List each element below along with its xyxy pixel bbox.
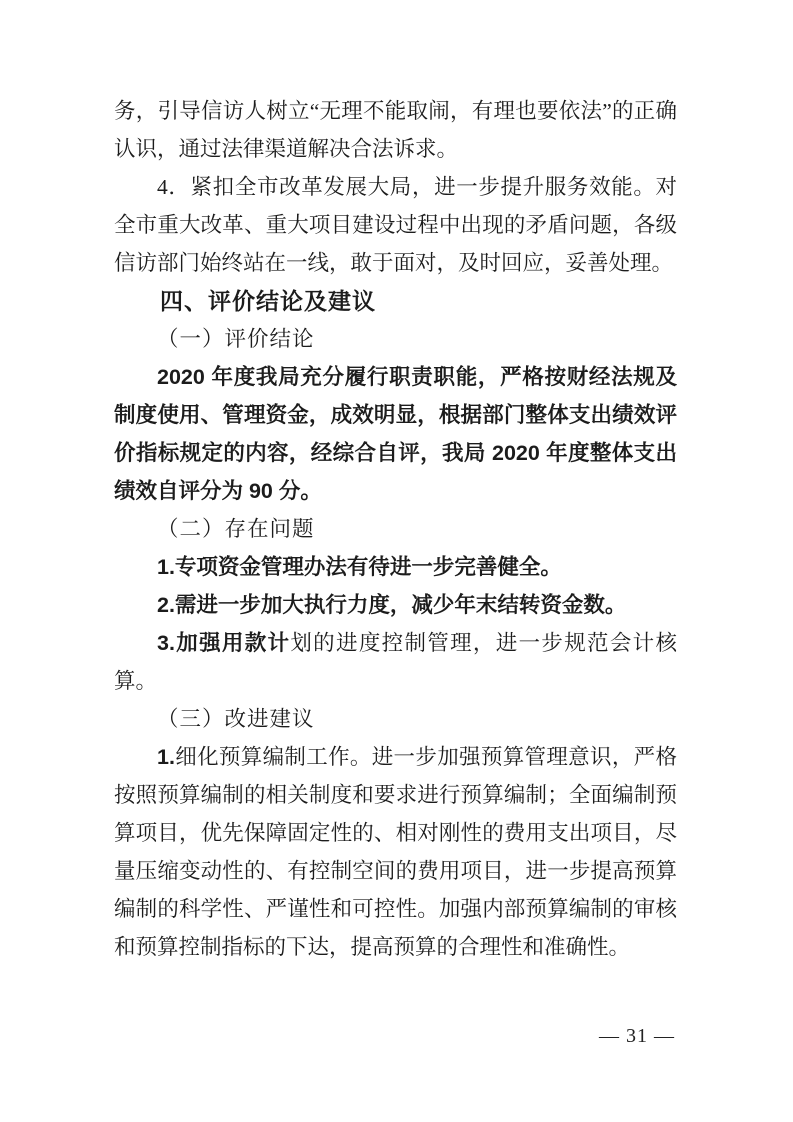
document-body	[114, 92, 677, 966]
subsection-heading-3: （三）改进建议	[157, 707, 315, 731]
body-paragraph-continuation: 务，引导信访人树立“无理不能取闹，有理也要依法”的正确认识，通过法律渠道解决合法诉求。	[114, 99, 677, 161]
conclusion-paragraph: 2020 年度我局充分履行职责职能，严格按财经法规及制度使用、管理资金，成效明显，根据部门整体支出绩效评价指标规定的内容，经综合自评，我局 2020 年度整体支出绩效自评分为 90 分。	[114, 365, 677, 503]
subsection-heading-2: （二）存在问题	[157, 517, 315, 541]
problem-item-1: 1.专项资金管理办法有待进一步完善健全。	[157, 555, 562, 579]
subsection-heading-1: （一）评价结论	[157, 327, 315, 351]
suggestion-paragraph-1-serif-run: 细化预算编制工作。进一步加强预算管理意识，严格按照预算编制的相关制度和要求进行预算编制；全面编制预算项目，优先保障固定性的、相对刚性的费用支出项目，尽量压缩变动性的、有控制空间的费用项目，进一步提高预算编制的科学性、严谨性和可控性。加强内部预算编制的审核和预算控制指标的下达，提高预算的合理性和准确性。	[114, 745, 677, 959]
suggestion-paragraph-1	[114, 738, 677, 966]
problem-item-2: 2.需进一步加大执行力度，减少年末结转资金数。	[157, 593, 627, 617]
problem-item-3	[114, 624, 677, 700]
page-number: — 31 —	[599, 1025, 675, 1047]
suggestion-paragraph-1-bold-run: 1.	[157, 745, 175, 769]
section-heading-4: 四、评价结论及建议	[160, 288, 376, 314]
problem-item-3-bold-run: 3.加强用款计	[157, 631, 291, 655]
problem-item-3-serif-run: 划的进度控制管理，进一步规范会计核算。	[114, 631, 677, 693]
body-paragraph-item4: 4．紧扣全市改革发展大局，进一步提升服务效能。对全市重大改革、重大项目建设过程中出现的矛盾问题，各级信访部门始终站在一线，敢于面对，及时回应，妥善处理。	[114, 175, 677, 275]
